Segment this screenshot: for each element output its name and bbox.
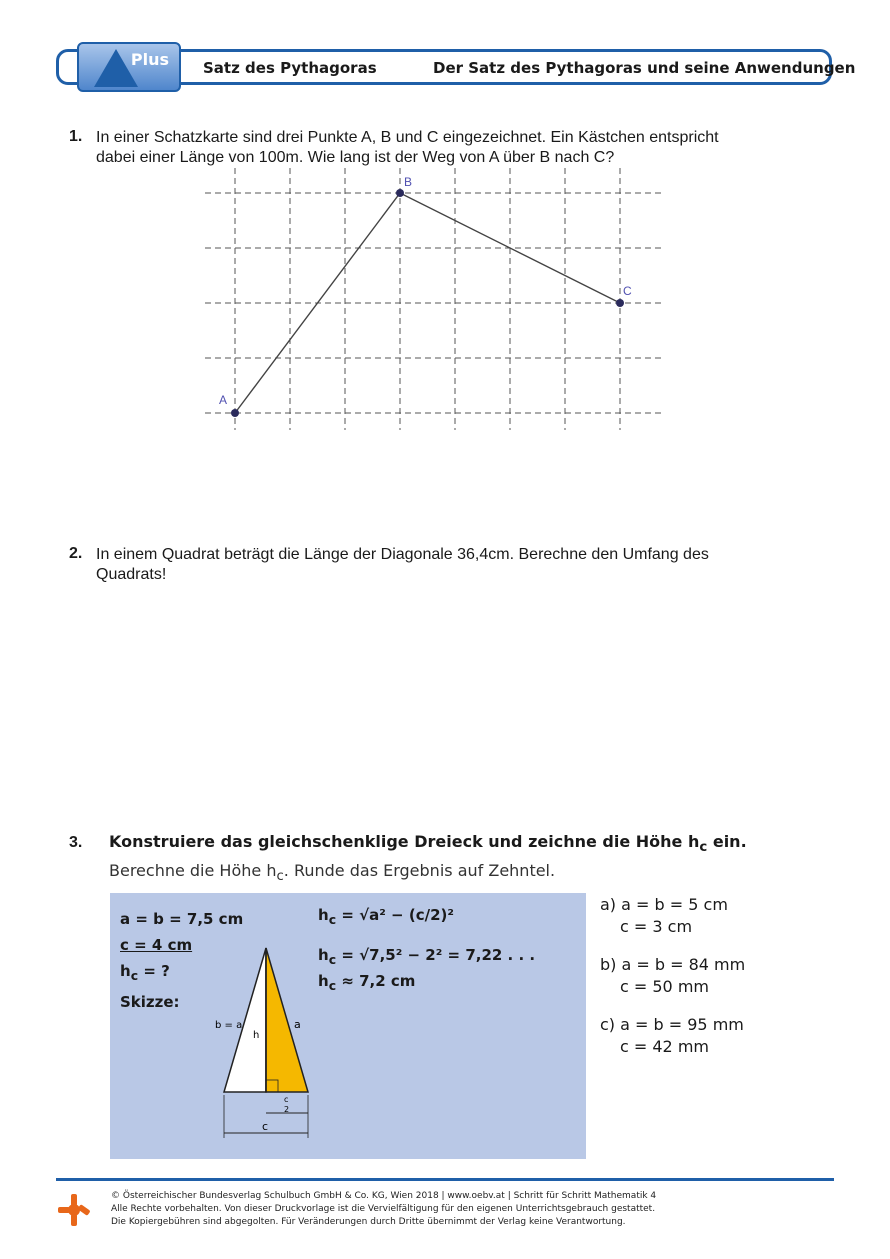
logo-label: Plus (130, 50, 169, 69)
footer-line1: © Österreichischer Bundesverlag Schulbuch GmbH & Co. KG, Wien 2018 | www.oebv.at | Schritt für Schritt Mathematik 4 (111, 1191, 657, 1201)
header-right-title: Der Satz des Pythagoras und seine Anwendungen (433, 59, 856, 77)
plus-logo (77, 42, 181, 92)
task3-title-end: ein. (707, 832, 747, 851)
task3-title-sub: c (699, 840, 708, 856)
given-c: c = 4 cm (120, 936, 193, 954)
footer-divider (56, 1178, 834, 1181)
task2-line2: Quadrats! (96, 566, 167, 583)
exercise-c (600, 1014, 744, 1058)
point-c (616, 299, 624, 307)
formula-2 (318, 946, 535, 967)
task3-number: 3. (69, 834, 83, 851)
task1-line2: dabei einer Länge von 100m. Wie lang ist der Weg von A über B nach C? (96, 149, 615, 166)
task3-title-text: Konstruiere das gleichschenklige Dreieck und zeichne die Höhe h (109, 832, 700, 851)
isosceles-triangle-sketch (200, 930, 330, 1140)
grid-lines (205, 168, 665, 430)
footer-text (111, 1190, 656, 1229)
task3-title (109, 832, 747, 855)
formula-1-sub: c (328, 912, 337, 927)
publisher-star-icon (56, 1192, 92, 1228)
exercise-a-line1: a) a = b = 5 cm (600, 895, 728, 914)
formula-2-sub: c (328, 952, 337, 967)
formula-1-rhs: = √a² − (c/2)² (341, 906, 454, 924)
point-a (231, 409, 239, 417)
given-hc-end: = ? (138, 962, 170, 980)
task3-subtitle-text: Berechne die Höhe h (109, 861, 277, 880)
formula-3-rhs: ≈ 7,2 cm (336, 972, 416, 990)
point-b (396, 189, 404, 197)
task3-subtitle-sub: c (276, 869, 284, 885)
label-c-half-den: 2 (284, 1105, 290, 1114)
label-b-equals-a: b = a (215, 1020, 243, 1031)
formula-3 (318, 972, 415, 993)
exercise-b-line2: c = 50 mm (620, 977, 709, 996)
task2-text (96, 545, 709, 585)
footer-line3: Die Kopiergebühren sind abgegolten. Für Veränderungen durch Dritte übernimmt der Verlag keine Verantwortung. (111, 1217, 626, 1227)
formula-2-h: h (318, 946, 329, 964)
exercise-c-line2: c = 42 mm (620, 1037, 709, 1056)
exercise-c-line1: c) a = b = 95 mm (600, 1015, 744, 1034)
given-hc-sub: c (130, 968, 139, 983)
label-c-half-num: c (284, 1095, 289, 1104)
label-a: a (294, 1018, 301, 1031)
exercise-b (600, 954, 745, 998)
formula-2-eq: = √ (341, 946, 370, 964)
label-a: A (219, 393, 228, 407)
label-c: c (262, 1120, 269, 1133)
formula-3-h: h (318, 972, 329, 990)
task3-subtitle-end: . Runde das Ergebnis auf Zehntel. (283, 861, 556, 880)
triangle-right-half (266, 948, 308, 1092)
task1-number: 1. (69, 128, 83, 145)
task1-text (96, 128, 719, 168)
given-ab: a = b = 7,5 cm (120, 910, 244, 928)
exercise-a (600, 894, 728, 938)
task2-number: 2. (69, 545, 83, 562)
task1-line1: In einer Schatzkarte sind drei Punkte A, B und C eingezeichnet. Ein Kästchen entspricht (96, 129, 719, 146)
label-c: C (623, 284, 632, 298)
formula-2-rhs: 7,5² − 2² = 7,22 . . . (369, 946, 536, 964)
formula-1-h: h (318, 906, 329, 924)
exercise-b-line1: b) a = b = 84 mm (600, 955, 746, 974)
label-hc: h (253, 1030, 260, 1041)
exercise-a-line2: c = 3 cm (620, 917, 693, 936)
formula-3-sub: c (328, 978, 337, 993)
treasure-map-grid (205, 168, 665, 430)
given-hc-h: h (120, 962, 131, 980)
given-sketch-label: Skizze: (120, 993, 180, 1011)
formula-1 (318, 906, 454, 927)
label-b: B (404, 175, 413, 189)
task2-line1: In einem Quadrat beträgt die Länge der Diagonale 36,4cm. Berechne den Umfang des (96, 546, 709, 563)
header-left-title: Satz des Pythagoras (203, 59, 377, 77)
task3-subtitle (109, 861, 555, 884)
footer-line2: Alle Rechte vorbehalten. Von dieser Druckvorlage ist die Vervielfältigung für den eigenen Unterrichtsgebrauch gestattet. (111, 1204, 656, 1214)
